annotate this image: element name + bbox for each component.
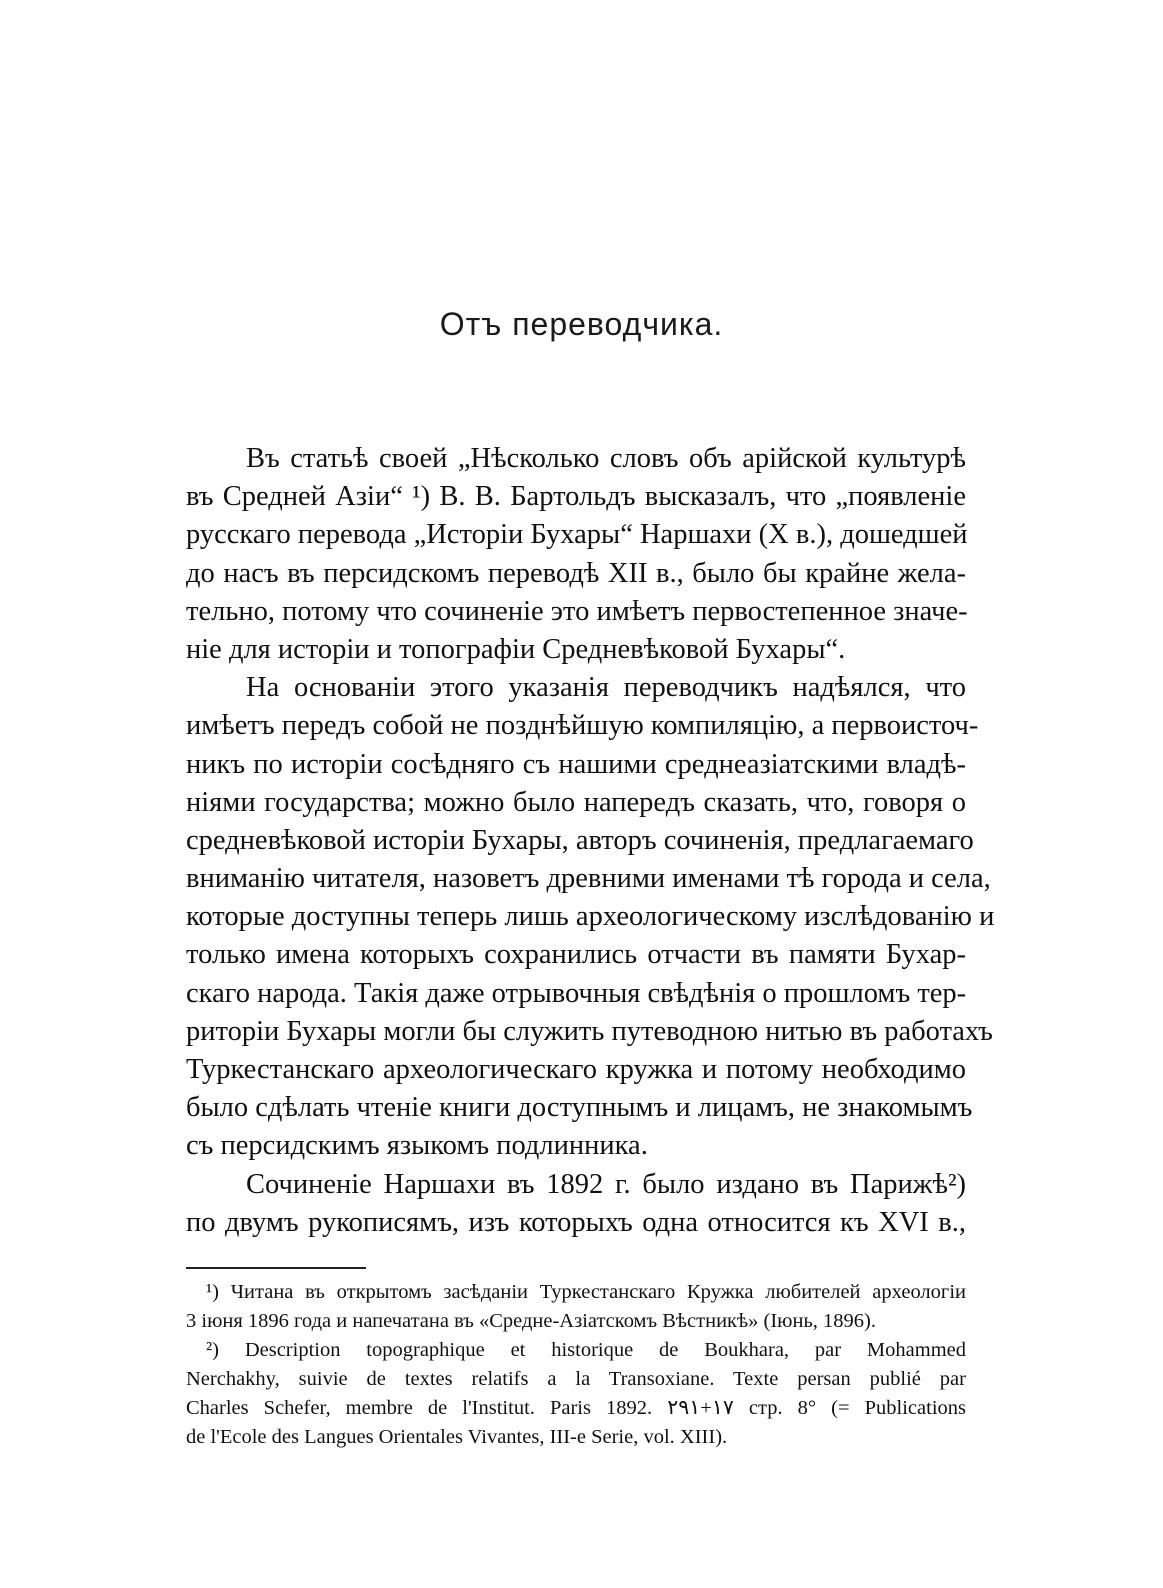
text-line: ніями государства; можно было напередъ сказать, что, говоря о <box>186 786 966 818</box>
footnote-2 <box>186 1336 966 1452</box>
text-line: имѣетъ передъ собой не позднѣйшую компиляцію, а первоисточ- <box>186 710 979 742</box>
paragraph-1 <box>186 440 966 669</box>
footnote-line: ²) Description topographique et historique de Boukhara, par Mohammed <box>206 1339 966 1361</box>
paragraph-2 <box>186 669 995 1165</box>
text-line: На основаніи этого указанія переводчикъ надѣялся, что <box>246 672 966 704</box>
text-line: риторіи Бухары могли бы служить путеводною нитью въ работахъ <box>186 1015 993 1047</box>
text-line: вниманію читателя, назоветъ древними именами тѣ города и села, <box>186 863 991 895</box>
text-line: было сдѣлать чтеніе книги доступнымъ и лицамъ, не знакомымъ <box>186 1092 973 1124</box>
text-line: ніе для исторіи и топографіи Средневѣковой Бухары“. <box>186 633 846 665</box>
text-line: Въ статьѣ своей „Нѣсколько словъ объ арійской культурѣ <box>246 443 966 474</box>
footnote-1 <box>186 1278 966 1336</box>
text-line: до насъ въ персидскомъ переводѣ XII в., было бы крайне жела- <box>186 557 966 589</box>
footnote-line: Charles Schefer, membre de l'Institut. Paris 1892. ١٧+٢٩١ стр. 8° (= Publications <box>186 1397 966 1419</box>
text-line: которые доступны теперь лишь археологическому изслѣдованію и <box>186 901 995 933</box>
page-title: Отъ переводчика. <box>439 306 724 342</box>
text-line: съ персидскимъ языкомъ подлинника. <box>186 1130 648 1162</box>
footnote-divider <box>186 1267 366 1269</box>
text-line: въ Средней Азіи“ ¹) В. В. Бартольдъ высказалъ, что „появленіе <box>186 481 966 513</box>
footnote-line: ¹) Читана въ открытомъ засѣданіи Туркестанскаго Кружка любителей археологіи <box>206 1281 966 1303</box>
text-line: средневѣковой исторіи Бухары, авторъ сочиненія, предлагаемаго <box>186 824 974 856</box>
main-text <box>186 440 995 1242</box>
footnotes <box>186 1278 966 1452</box>
text-line: Сочиненіе Наршахи въ 1892 г. было издано въ Парижѣ²) <box>246 1168 966 1200</box>
footnote-line: 3 іюня 1896 года и напечатана въ «Средне-Азіатскомъ Вѣстникѣ» (Іюнь, 1896). <box>186 1310 877 1332</box>
footnote-line: Nerchakhy, suivie de textes relatifs a la Transoxiane. Texte persan publié par <box>186 1368 966 1390</box>
text-line: только имена которыхъ сохранились отчасти въ памяти Бухар- <box>186 939 966 971</box>
footnote-line: de l'Ecole des Langues Orientales Vivantes, III-e Serie, vol. XIII). <box>186 1426 728 1448</box>
text-line: по двумъ рукописямъ, изъ которыхъ одна относится къ XVI в., <box>186 1206 966 1238</box>
paragraph-3 <box>186 1166 966 1242</box>
text-line: никъ по исторіи сосѣдняго съ нашими среднеазіатскими владѣ- <box>186 748 966 780</box>
text-line: Туркестанскаго археологическаго кружка и потому необходимо <box>186 1054 966 1085</box>
text-line: скаго народа. Такія даже отрывочныя свѣдѣнія о прошломъ тер- <box>186 977 967 1009</box>
text-line: русскаго перевода „Исторіи Бухары“ Наршахи (X в.), дошедшей <box>186 519 968 551</box>
text-line: тельно, потому что сочиненіе это имѣетъ первостепенное значе- <box>186 595 968 627</box>
